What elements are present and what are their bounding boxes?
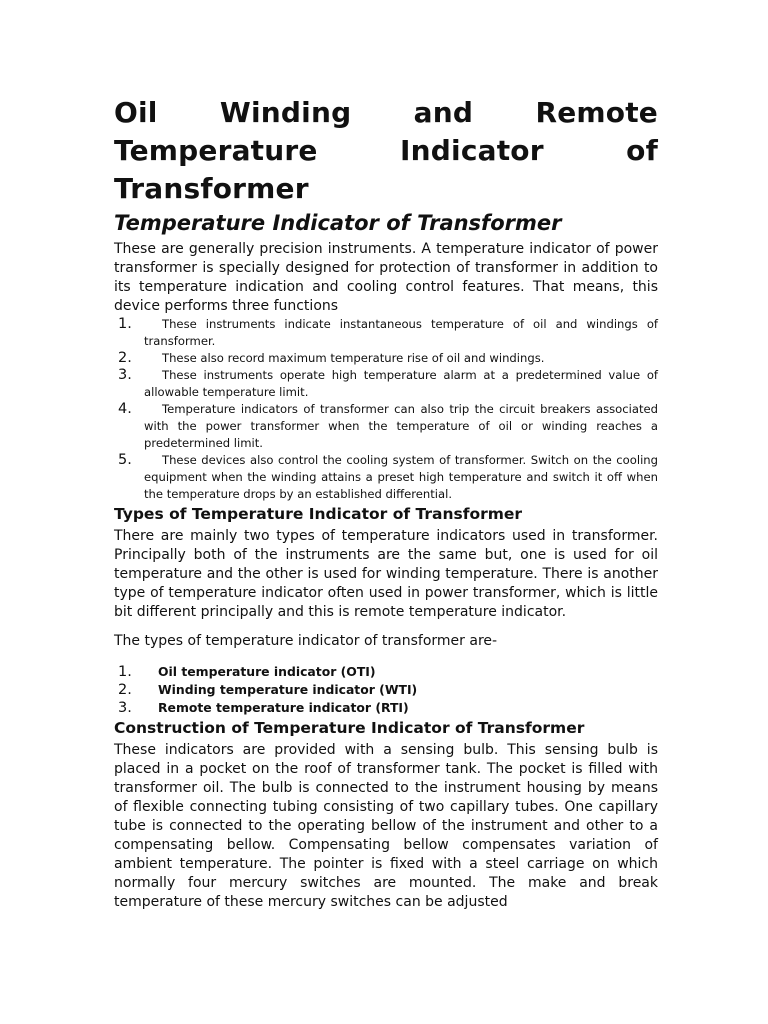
list-number: 2. [118, 682, 132, 698]
list-item [114, 452, 658, 503]
list-text: These devices also control the cooling system of transformer. Switch on the cooling equipment when the winding attains a preset high temperature and switch it off when the temperature drops by an established differential. [144, 453, 658, 501]
list-item [114, 663, 658, 681]
list-number: 1. [118, 316, 132, 332]
list-text: Oil temperature indicator (OTI) [158, 664, 376, 679]
list-number: 4. [118, 401, 132, 417]
list-text: These also record maximum temperature rise of oil and windings. [162, 351, 545, 365]
types-list [114, 663, 658, 717]
list-text: Temperature indicators of transformer can also trip the circuit breakers associated with the power transformer when the temperature of oil or winding reaches a predetermined limit. [144, 402, 658, 450]
functions-list [114, 316, 658, 503]
list-text: Winding temperature indicator (WTI) [158, 682, 418, 697]
list-item [114, 681, 658, 699]
types-paragraph: There are mainly two types of temperature indicators used in transformer. Principally both of the instruments are the same but, one is used for oil temperature and the other is used for winding temperature. There is another type of temperature indicator often used in power transformer, which is little bit different principally and this is remote temperature indicator. [114, 528, 658, 620]
section-heading-temperature-indicator: Temperature Indicator of Transformer [114, 211, 562, 235]
section-heading-types: Types of Temperature Indicator of Transformer [114, 505, 523, 523]
list-number: 3. [118, 367, 132, 383]
list-item [114, 699, 658, 717]
section-heading-construction: Construction of Temperature Indicator of Transformer [114, 719, 585, 737]
list-item [114, 367, 658, 401]
list-number: 5. [118, 452, 132, 468]
intro-paragraph: These are generally precision instruments. A temperature indicator of power transformer is specially designed for protection of transformer in addition to its temperature indication and cooling control features. That means, this device performs three functions [114, 241, 658, 314]
construction-paragraph: These indicators are provided with a sensing bulb. This sensing bulb is placed in a pocket on the roof of transformer tank. The pocket is filled with transformer oil. The bulb is connected to the instrument housing by means of flexible connecting tubing consisting of two capillary tubes. One capillary tube is connected to the operating bellow of the instrument and other to a compensating bellow. Compensating bellow compensates variation of ambient temperature. The pointer is fixed with a steel carriage on which normally four mercury switches are mounted. The make and break temperature of these mercury switches can be adjusted [114, 742, 658, 910]
list-item [114, 316, 658, 350]
document-title: Oil Winding and Remote Temperature Indicator of Transformer [114, 96, 658, 205]
list-item [114, 350, 658, 367]
list-number: 3. [118, 700, 132, 716]
types-intro-line: The types of temperature indicator of transformer are- [114, 633, 498, 649]
list-item [114, 401, 658, 452]
list-number: 2. [118, 350, 132, 366]
list-text: Remote temperature indicator (RTI) [158, 700, 409, 715]
list-text: These instruments operate high temperature alarm at a predetermined value of allowable temperature limit. [144, 368, 658, 399]
list-number: 1. [118, 664, 132, 680]
list-text: These instruments indicate instantaneous temperature of oil and windings of transformer. [144, 317, 658, 348]
